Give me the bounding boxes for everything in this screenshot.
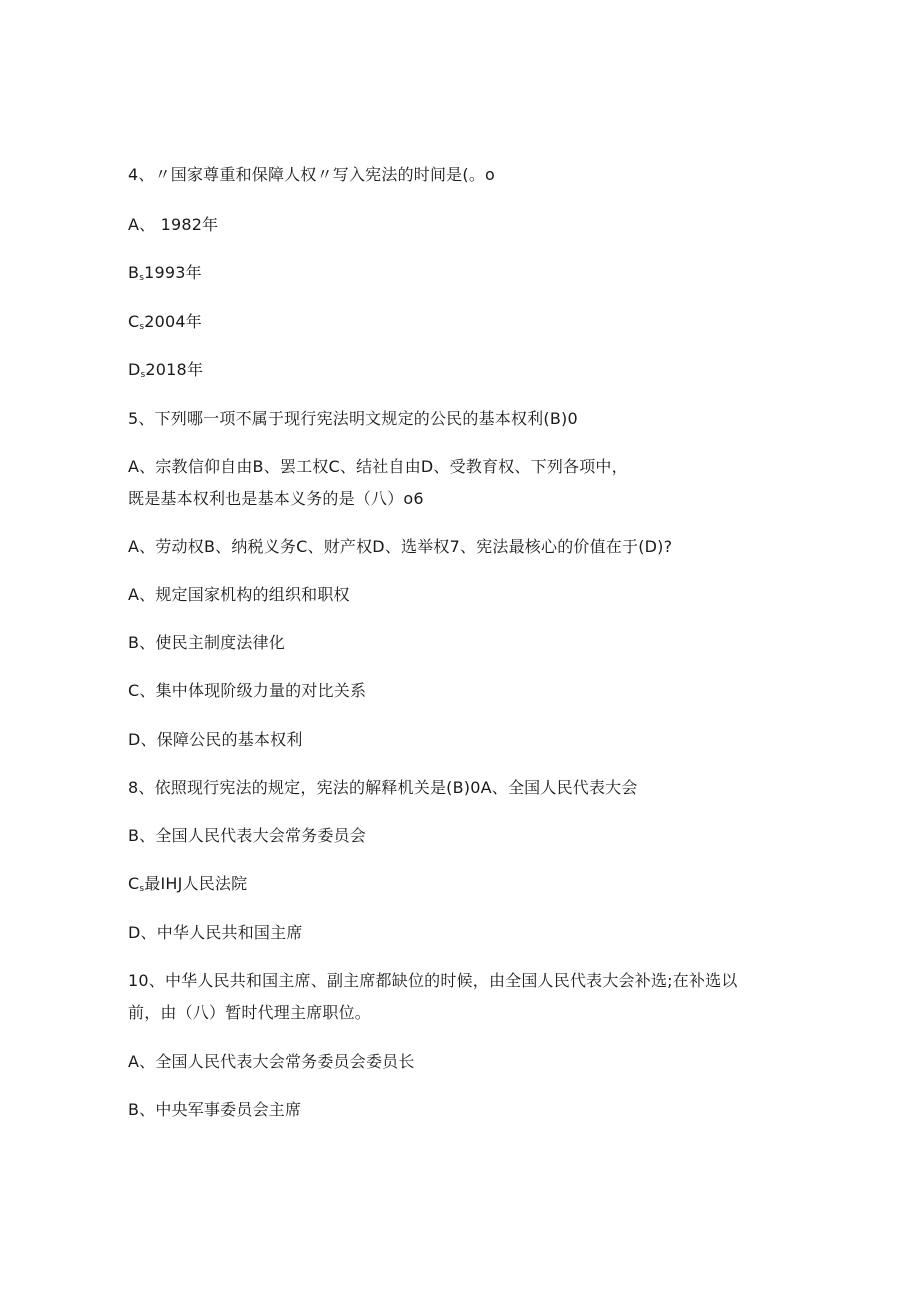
option-a: A、 1982年: [128, 215, 219, 234]
question-5-options: A、宗教信仰自由B、罢工权C、结社自由D、受教育权、下列各项中，: [128, 457, 628, 476]
option-a: A、全国人民代表大会常务委员会委员长: [128, 1052, 415, 1071]
question-10: 10、中华人民共和国主席、副主席都缺位的时候，由全国人民代表大会补选;在补选以: [128, 971, 738, 990]
option-subscript: s: [139, 322, 145, 332]
option-letter: C: [128, 874, 140, 893]
option-b: B、使民主制度法律化: [128, 633, 285, 652]
option-letter: D: [128, 360, 141, 379]
option-letter: C: [128, 312, 140, 331]
option-b: B、中央军事委员会主席: [128, 1100, 302, 1119]
option-b: [128, 263, 202, 283]
question-10-continued: 前，由（八）暂时代理主席职位。: [128, 1003, 372, 1022]
option-text: 2004年: [144, 312, 202, 331]
option-text: 1993年: [144, 263, 202, 282]
option-b: B、全国人民代表大会常务委员会: [128, 826, 366, 845]
option-d: D、中华人民共和国主席: [128, 923, 303, 942]
question-8: 8、依照现行宪法的规定，宪法的解释机关是(B)0A、全国人民代表大会: [128, 778, 638, 797]
option-subscript: s: [140, 370, 146, 380]
question-4: 4、〃国家尊重和保障人权〃写入宪法的时间是(。o: [128, 165, 496, 184]
question-6-options: A、劳动权B、纳税义务C、财产权D、选举权7、宪法最核心的价值在于(D)?: [128, 537, 673, 556]
option-letter: B: [128, 263, 140, 282]
option-c: [128, 312, 202, 332]
question-6: 既是基本权利也是基本义务的是（八）o6: [128, 489, 424, 508]
option-subscript: s: [139, 884, 145, 894]
option-text: 最IHJ人民法院: [144, 874, 248, 893]
option-c: C、集中体现阶级力量的对比关系: [128, 681, 367, 700]
option-a: A、规定国家机构的组织和职权: [128, 585, 350, 604]
option-subscript: s: [139, 273, 145, 283]
option-c: [128, 874, 247, 894]
option-d: [128, 360, 203, 380]
question-5: 5、下列哪一项不属于现行宪法明文规定的公民的基本权利(B)0: [128, 409, 578, 428]
option-text: 2018年: [145, 360, 204, 379]
option-d: D、保障公民的基本权利: [128, 730, 303, 749]
